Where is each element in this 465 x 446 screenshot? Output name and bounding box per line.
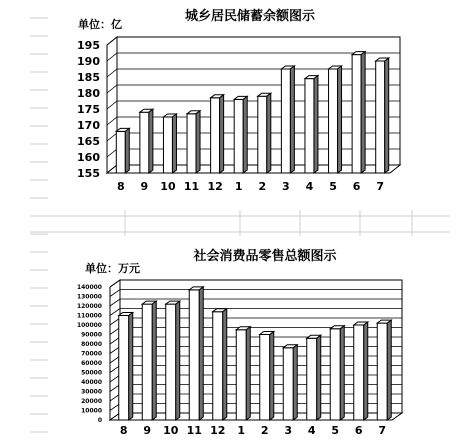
savings-bar-side: [267, 93, 271, 173]
savings-bar-side: [149, 109, 153, 173]
savings-y-tick-label: 160: [77, 150, 100, 164]
retail-chart-title: 社会消费品零售总额图示: [193, 249, 337, 264]
retail-y-tick-label: 100000: [76, 322, 102, 330]
retail-bar: [307, 335, 321, 420]
savings-bar: [258, 93, 271, 173]
savings-x-tick-label: 12: [207, 180, 223, 193]
savings-bar: [211, 95, 224, 173]
retail-bar-side: [340, 326, 344, 420]
retail-bar-side: [223, 309, 227, 420]
savings-bar-side: [125, 128, 129, 173]
retail-y-tick-label: 120000: [76, 303, 102, 311]
savings-bar-side: [385, 58, 389, 173]
savings-y-ticks: [77, 39, 100, 180]
savings-x-tick-label: 10: [160, 180, 176, 193]
savings-x-tick-label: 11: [183, 180, 200, 193]
retail-y-tick-label: 60000: [81, 360, 102, 368]
retail-bar: [236, 327, 250, 420]
savings-bar-front: [187, 114, 196, 173]
savings-bar-side: [361, 52, 365, 173]
savings-bar-side: [338, 66, 342, 173]
savings-x-tick-label: 4: [305, 180, 314, 193]
savings-chart: [77, 8, 400, 193]
retail-x-tick-label: 6: [354, 424, 363, 437]
retail-y-tick-label: 30000: [81, 388, 102, 396]
savings-x-tick-label: 1: [234, 180, 243, 193]
savings-bar-front: [305, 79, 314, 173]
savings-x-ticks: [117, 180, 384, 193]
savings-y-tick-label: 165: [77, 134, 100, 148]
retail-y-tick-label: 0: [97, 417, 102, 425]
retail-bar-front: [330, 329, 340, 420]
savings-bar: [163, 114, 176, 173]
retail-x-tick-label: 12: [210, 424, 226, 437]
savings-bar: [281, 66, 294, 173]
savings-bar-front: [376, 61, 385, 173]
savings-y-tick-label: 175: [77, 102, 100, 116]
retail-y-ticks: [77, 284, 102, 424]
savings-bar-front: [281, 69, 290, 173]
savings-bar-side: [243, 96, 247, 173]
savings-y-tick-label: 155: [77, 166, 100, 180]
retail-bar-front: [119, 316, 129, 421]
savings-bar-front: [116, 131, 125, 173]
retail-y-tick-label: 80000: [81, 341, 102, 349]
retail-x-tick-label: 5: [331, 424, 340, 437]
retail-bar-front: [166, 304, 176, 420]
retail-y-tick-label: 50000: [81, 369, 102, 377]
savings-x-tick-label: 8: [116, 180, 125, 193]
retail-x-tick-label: 7: [378, 424, 387, 437]
savings-y-tick-label: 195: [77, 38, 100, 52]
savings-y-tick-label: 190: [77, 54, 100, 68]
retail-x-tick-label: 1: [237, 424, 246, 437]
retail-x-tick-label: 9: [143, 424, 152, 437]
savings-x-tick-label: 7: [376, 180, 385, 193]
savings-y-tick-label: 180: [77, 86, 100, 100]
savings-x-tick-label: 2: [258, 180, 267, 193]
retail-bar-side: [293, 345, 297, 420]
retail-bar-front: [260, 335, 270, 421]
retail-x-tick-label: 10: [163, 424, 179, 437]
savings-bar: [329, 66, 342, 173]
savings-bar-front: [140, 112, 149, 173]
savings-x-tick-label: 9: [140, 180, 149, 193]
savings-unit-label: 单位：亿: [78, 18, 122, 31]
savings-bar-front: [211, 98, 220, 173]
savings-bar-side: [172, 114, 176, 173]
retail-bar-front: [142, 304, 152, 420]
retail-bar-side: [387, 320, 391, 420]
savings-bar-front: [352, 55, 361, 173]
savings-bar: [305, 76, 318, 173]
retail-bar-front: [236, 330, 246, 420]
retail-x-tick-label: 2: [260, 424, 269, 437]
retail-x-ticks: [120, 424, 386, 437]
retail-bar: [377, 320, 391, 420]
savings-y-tick-label: 185: [77, 70, 100, 84]
savings-bar-front: [234, 99, 243, 173]
savings-bar-side: [220, 95, 224, 173]
retail-bar-front: [213, 312, 223, 420]
retail-bar-front: [189, 290, 199, 420]
savings-chart-title: 城乡居民储蓄余额图示: [184, 9, 316, 24]
savings-bar-front: [163, 117, 172, 173]
retail-bar: [142, 301, 156, 420]
retail-bar: [213, 309, 227, 420]
retail-bar-front: [283, 348, 293, 420]
retail-y-tick-label: 20000: [81, 398, 102, 406]
retail-bar: [354, 322, 368, 420]
retail-x-tick-label: 11: [186, 424, 202, 437]
savings-x-tick-label: 5: [329, 180, 337, 193]
retail-bar: [119, 313, 133, 421]
retail-bar-front: [354, 325, 364, 420]
savings-bar-front: [258, 96, 267, 173]
savings-bar: [234, 96, 247, 173]
savings-x-tick-label: 3: [282, 180, 290, 193]
retail-bar: [283, 345, 297, 420]
retail-bar: [330, 326, 344, 420]
savings-x-tick-label: 6: [352, 180, 361, 193]
savings-bar-side: [290, 66, 294, 173]
savings-bar: [376, 58, 389, 173]
savings-y-tick-label: 170: [77, 118, 100, 132]
retail-bar: [260, 332, 274, 421]
retail-x-tick-label: 8: [119, 424, 128, 437]
retail-y-tick-label: 110000: [76, 312, 102, 320]
retail-y-tick-label: 90000: [81, 331, 102, 339]
savings-bar-front: [329, 69, 338, 173]
savings-bar: [116, 128, 129, 173]
savings-bar-side: [196, 111, 200, 173]
retail-bar-side: [270, 332, 274, 421]
retail-y-tick-label: 130000: [76, 293, 102, 301]
retail-bar-side: [199, 287, 203, 420]
retail-chart: [77, 248, 402, 437]
retail-bar-side: [246, 327, 250, 420]
savings-bar-side: [314, 76, 318, 173]
retail-bar: [189, 287, 203, 420]
retail-bar-front: [377, 323, 387, 420]
savings-bar: [352, 52, 365, 173]
retail-bar-side: [152, 301, 156, 420]
retail-y-tick-label: 10000: [81, 407, 102, 415]
retail-y-tick-label: 140000: [76, 284, 102, 292]
savings-bar: [140, 109, 153, 173]
savings-bar: [187, 111, 200, 173]
retail-y-tick-label: 70000: [81, 350, 102, 358]
retail-bar-side: [129, 313, 133, 421]
retail-bar-side: [317, 335, 321, 420]
retail-bar: [166, 301, 180, 420]
retail-x-tick-label: 4: [307, 424, 316, 437]
retail-bar-side: [364, 322, 368, 420]
retail-x-tick-label: 3: [284, 424, 293, 437]
retail-bar-front: [307, 338, 317, 420]
retail-unit-label: 单位：万元: [85, 262, 140, 275]
retail-y-tick-label: 40000: [81, 379, 102, 387]
retail-bar-side: [176, 301, 180, 420]
